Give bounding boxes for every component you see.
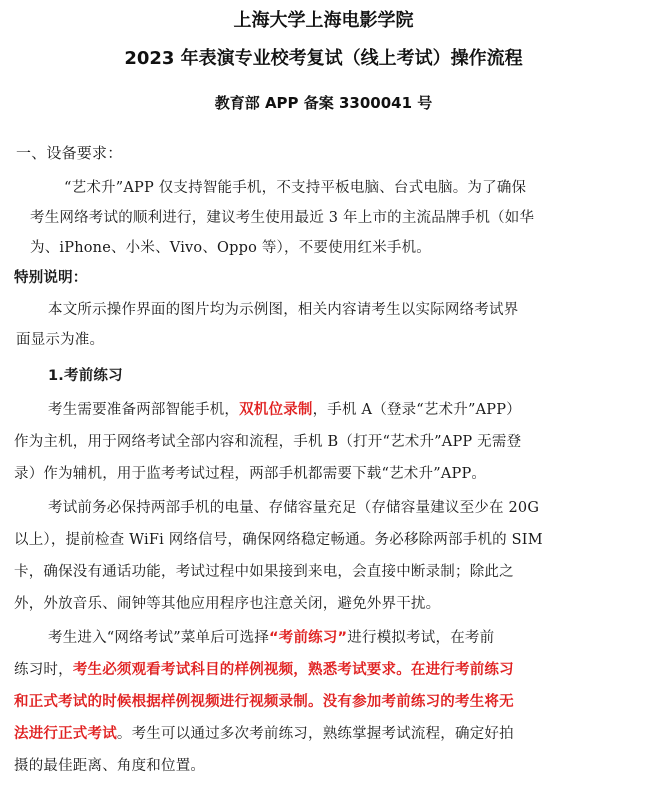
exam-title: 2023 年表演专业校考复试（线上考试）操作流程 — [124, 48, 523, 69]
practice-p3-line: 摄的最佳距离、角度和位置。 — [14, 758, 206, 774]
equipment-line: “艺术升”APP 仅支持智能手机，不支持平板电脑、台式电脑。为了确保 — [64, 180, 527, 196]
dual-camera-highlight: 双机位录制 — [239, 402, 313, 418]
sample-video-warning: 和正式考试的时候根据样例视频进行视频录制。没有参加考前练习的考生将无 — [14, 694, 514, 710]
equipment-line: 考生网络考试的顺利进行，建议考生使用最近 3 年上市的主流品牌手机（如华 — [30, 210, 535, 226]
practice-p3-line — [14, 660, 514, 680]
equipment-line: 为、iPhone、小米、Vivo、Oppo 等），不要使用红米手机。 — [30, 240, 431, 256]
school-title: 上海大学上海电影学院 — [233, 10, 414, 31]
filing-number: 教育部 APP 备案 3300041 号 — [214, 94, 433, 112]
special-note-line: 本文所示操作界面的图片均为示例图，相关内容请考生以实际网络考试界 — [48, 302, 519, 318]
special-note-line: 面显示为准。 — [16, 332, 105, 348]
practice-p1-line — [48, 400, 521, 420]
practice-p2-line: 卡，确保没有通话功能，考试过程中如果接到来电，会直接中断录制；除此之 — [14, 564, 514, 580]
practice-p3-line — [14, 724, 514, 744]
practice-p3-text: 考生进入“网络考试”菜单后可选择 — [48, 630, 270, 646]
practice-p3-line — [48, 628, 494, 648]
practice-p1-line: 作为主机，用于网络考试全部内容和流程，手机 B（打开“艺术升”APP 无需登 — [14, 434, 522, 450]
practice-heading: 1.考前练习 — [48, 368, 123, 384]
practice-p3-text: 进行模拟考试，在考前 — [347, 630, 495, 646]
practice-p1-text: 考生需要准备两部智能手机， — [48, 402, 240, 418]
practice-exam-highlight: “考前练习” — [269, 630, 348, 646]
practice-p2-line: 考试前务必保持两部手机的电量、存储容量充足（存储容量建议至少在 20G — [48, 500, 540, 516]
sample-video-warning: 法进行正式考试 — [14, 726, 117, 742]
sample-video-warning: 考生必须观看考试科目的样例视频，熟悉考试要求。在进行考前练习 — [72, 662, 514, 678]
practice-p3-text: 。考生可以通过多次考前练习，熟练掌握考试流程，确定好拍 — [116, 726, 514, 742]
practice-p3-text: 练习时， — [14, 662, 73, 678]
practice-p2-line: 外，外放音乐、闹钟等其他应用程序也注意关闭，避免外界干扰。 — [14, 596, 441, 612]
practice-p1-text: ，手机 A（登录“艺术升”APP） — [312, 402, 521, 418]
practice-p1-line: 录）作为辅机，用于监考考试过程，两部手机都需要下载“艺术升”APP。 — [14, 466, 487, 482]
practice-p2-line: 以上），提前检查 WiFi 网络信号，确保网络稳定畅通。务必移除两部手机的 SIM — [14, 532, 543, 548]
special-note-heading: 特别说明： — [14, 270, 88, 286]
section-equipment-heading: 一、设备要求： — [16, 144, 123, 162]
